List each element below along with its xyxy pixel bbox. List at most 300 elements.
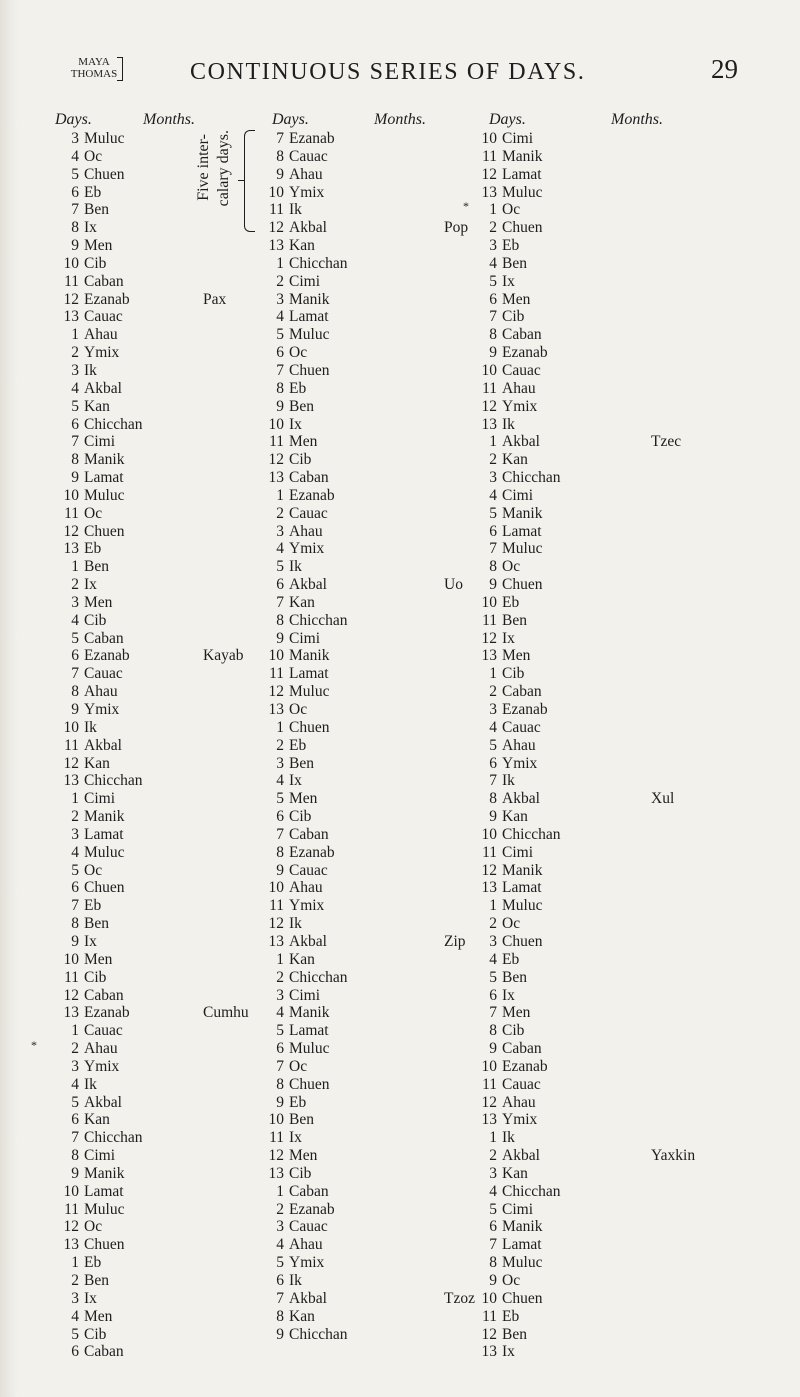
- day-number: 4: [489, 1182, 497, 1200]
- day-name: Ix: [502, 986, 515, 1004]
- day-number: 3: [71, 593, 79, 611]
- day-row: [475, 630, 705, 648]
- day-name: Ahau: [84, 1040, 118, 1058]
- day-row: [475, 790, 705, 808]
- day-number: 13: [481, 415, 497, 433]
- day-number: 6: [276, 1272, 284, 1289]
- day-row: [475, 255, 705, 273]
- day-name: Manik: [502, 1218, 543, 1236]
- day-name: Chuen: [84, 165, 125, 183]
- day-number: 3: [489, 1164, 497, 1182]
- day-name: Manik: [289, 1004, 330, 1022]
- day-name: Ahau: [289, 1236, 323, 1254]
- day-number: 11: [269, 201, 284, 219]
- day-row: [262, 362, 492, 380]
- day-name: Ymix: [502, 1111, 538, 1129]
- day-number: 8: [276, 147, 284, 165]
- day-name: Oc: [84, 861, 103, 879]
- day-number: 7: [71, 433, 79, 451]
- day-row: [262, 416, 492, 434]
- day-number: 1: [276, 1182, 284, 1200]
- day-name: Manik: [289, 647, 330, 665]
- day-row: [475, 219, 705, 237]
- day-row: [55, 701, 285, 719]
- month-label: Kayab: [203, 647, 244, 665]
- day-row: [475, 326, 705, 344]
- day-name: Muluc: [289, 326, 330, 344]
- day-number: 1: [489, 1129, 497, 1147]
- day-number: 7: [489, 308, 497, 326]
- day-number: 3: [276, 522, 284, 540]
- day-row: [55, 737, 285, 755]
- day-row: [55, 969, 285, 987]
- day-number: 7: [276, 361, 284, 379]
- day-row: [262, 665, 492, 683]
- day-number: 5: [489, 504, 497, 522]
- day-row: [475, 1165, 705, 1183]
- day-name: Oc: [84, 504, 103, 522]
- day-row: [475, 1111, 705, 1129]
- day-number: 1: [71, 326, 79, 344]
- day-name: Men: [84, 237, 113, 255]
- day-row: [262, 987, 492, 1005]
- day-row: [262, 1094, 492, 1112]
- day-row: [262, 1022, 492, 1040]
- day-number: 11: [482, 1307, 497, 1325]
- day-number: 12: [481, 1093, 497, 1111]
- day-name: Ymix: [84, 1057, 120, 1075]
- day-name: Cimi: [84, 433, 116, 451]
- day-row: [55, 1165, 285, 1183]
- day-row: [262, 1040, 492, 1058]
- day-number: 12: [63, 986, 79, 1004]
- day-name: Eb: [289, 736, 307, 754]
- day-row: [55, 255, 285, 273]
- day-number: 5: [489, 968, 497, 986]
- month-label: Uo: [444, 576, 463, 594]
- day-name: Cimi: [502, 843, 534, 861]
- day-name: Ymix: [502, 397, 538, 415]
- day-number: 10: [481, 825, 497, 843]
- day-row: [55, 576, 285, 594]
- day-row: [475, 1183, 705, 1201]
- day-row: [475, 1272, 705, 1290]
- day-number: 5: [276, 790, 284, 808]
- day-number: 2: [489, 1147, 497, 1165]
- day-name: Chicchan: [289, 254, 348, 272]
- day-row: [262, 326, 492, 344]
- day-number: 6: [489, 1218, 497, 1236]
- day-row: [262, 1236, 492, 1254]
- day-row: [475, 398, 705, 416]
- day-number: 3: [71, 361, 79, 379]
- day-row: [262, 255, 492, 273]
- day-row: [55, 1058, 285, 1076]
- day-row: [262, 897, 492, 915]
- day-name: Eb: [84, 1254, 102, 1272]
- day-name: Ix: [84, 1289, 97, 1307]
- day-name: Men: [289, 1147, 318, 1165]
- day-number: 2: [276, 968, 284, 986]
- day-name: Ik: [84, 718, 97, 736]
- day-row: [55, 719, 285, 737]
- day-name: Cauac: [84, 665, 123, 683]
- day-name: Chicchan: [289, 1325, 348, 1343]
- day-row: [475, 416, 705, 434]
- day-number: 8: [276, 611, 284, 629]
- day-number: 5: [71, 629, 79, 647]
- day-name: Ik: [289, 1272, 302, 1289]
- day-number: 10: [268, 647, 284, 665]
- day-name: Ix: [289, 415, 302, 433]
- day-number: 4: [489, 950, 497, 968]
- day-row: [262, 469, 492, 487]
- day-row: [262, 1218, 492, 1236]
- day-row: [55, 933, 285, 951]
- day-number: 4: [489, 718, 497, 736]
- month-label: Tzoz: [444, 1289, 475, 1307]
- day-number: 3: [71, 130, 79, 147]
- day-name: Cib: [289, 1164, 312, 1182]
- day-name: Ik: [289, 915, 302, 933]
- day-number: 1: [71, 558, 79, 576]
- day-number: 9: [71, 1164, 79, 1182]
- day-number: 8: [489, 326, 497, 344]
- day-number: 7: [489, 1004, 497, 1022]
- side-label-line2: THOMAS: [70, 68, 118, 80]
- day-name: Akbal: [289, 576, 327, 594]
- day-name: Kan: [84, 1111, 110, 1129]
- day-row: [475, 933, 705, 951]
- day-row: [475, 862, 705, 880]
- day-name: Ix: [289, 772, 302, 790]
- day-number: 11: [64, 504, 79, 522]
- day-number: 10: [63, 950, 79, 968]
- day-name: Cauac: [84, 1022, 123, 1040]
- day-name: Lamat: [502, 879, 542, 897]
- day-number: 11: [482, 147, 497, 165]
- day-name: Kan: [502, 808, 528, 826]
- page-edge-shadow: [0, 0, 18, 1397]
- day-number: 11: [64, 736, 79, 754]
- day-number: 10: [268, 183, 284, 201]
- day-name: Ymix: [289, 183, 325, 201]
- day-row: [262, 576, 492, 594]
- day-name: Chuen: [84, 879, 125, 897]
- day-name: Chicchan: [502, 1182, 561, 1200]
- day-row: [55, 398, 285, 416]
- day-number: 7: [276, 1289, 284, 1307]
- day-number: 10: [63, 718, 79, 736]
- day-name: Caban: [84, 1343, 124, 1361]
- day-number: 6: [71, 415, 79, 433]
- day-row: [55, 469, 285, 487]
- day-number: 8: [276, 379, 284, 397]
- day-name: Akbal: [289, 932, 327, 950]
- day-row: [262, 647, 492, 665]
- day-number: 4: [489, 486, 497, 504]
- day-number: 5: [71, 1325, 79, 1343]
- day-name: Ik: [502, 415, 515, 433]
- day-row: [55, 273, 285, 291]
- day-row: [262, 1129, 492, 1147]
- day-row: [55, 683, 285, 701]
- day-row: [55, 915, 285, 933]
- day-row: [475, 772, 705, 790]
- day-row: [463, 199, 705, 219]
- day-number: 7: [71, 1129, 79, 1147]
- day-row: [55, 1308, 285, 1326]
- day-row: [55, 844, 285, 862]
- day-number: 1: [276, 486, 284, 504]
- day-row: [55, 1147, 285, 1165]
- day-row: [262, 398, 492, 416]
- day-row: [55, 1272, 285, 1290]
- day-name: Ben: [84, 558, 109, 576]
- day-number: 3: [489, 701, 497, 718]
- day-number: 9: [489, 1272, 497, 1289]
- day-row: [475, 1290, 705, 1308]
- day-row: [262, 737, 492, 755]
- day-number: 1: [276, 254, 284, 272]
- day-row: [262, 237, 492, 255]
- day-number: 9: [71, 469, 79, 487]
- day-row: [475, 1254, 705, 1272]
- intercalary-brace-point: [238, 180, 245, 181]
- day-row: [55, 523, 285, 541]
- day-name: Chuen: [502, 576, 543, 594]
- day-row: [55, 1218, 285, 1236]
- day-number: 10: [481, 361, 497, 379]
- day-number: 9: [276, 165, 284, 183]
- day-number: 9: [276, 629, 284, 647]
- day-number: 1: [71, 1022, 79, 1040]
- column-header: [475, 110, 705, 130]
- day-row: [262, 826, 492, 844]
- day-name: Eb: [84, 540, 102, 558]
- day-number: 2: [276, 504, 284, 522]
- day-row: [475, 308, 705, 326]
- column-header: [262, 110, 492, 130]
- day-row: [55, 451, 285, 469]
- day-number: 9: [489, 576, 497, 594]
- day-row: [262, 487, 492, 505]
- day-rows: [262, 130, 492, 1343]
- day-name: Kan: [289, 1307, 315, 1325]
- day-row: [475, 897, 705, 915]
- day-column-3: [463, 110, 705, 1361]
- day-name: Lamat: [289, 665, 329, 683]
- day-row: [262, 879, 492, 897]
- day-row: [475, 1129, 705, 1147]
- day-name: Ezanab: [289, 130, 335, 147]
- day-row: [262, 969, 492, 987]
- day-name: Chuen: [502, 932, 543, 950]
- day-name: Ben: [289, 754, 314, 772]
- day-name: Oc: [84, 147, 103, 165]
- day-row: [475, 130, 705, 148]
- day-number: 13: [481, 183, 497, 201]
- day-number: 3: [276, 290, 284, 308]
- day-number: 9: [489, 808, 497, 826]
- day-number: 11: [64, 1200, 79, 1218]
- day-row: [262, 915, 492, 933]
- day-name: Chicchan: [502, 469, 561, 487]
- day-row: [55, 237, 285, 255]
- day-number: 5: [71, 397, 79, 415]
- day-name: Cimi: [289, 629, 321, 647]
- day-row: [262, 790, 492, 808]
- day-name: Ymix: [289, 1254, 325, 1272]
- day-number: 5: [71, 165, 79, 183]
- day-row: [262, 594, 492, 612]
- day-row: [475, 1058, 705, 1076]
- day-name: Cib: [84, 968, 107, 986]
- day-number: 11: [269, 665, 284, 683]
- day-row: [475, 576, 705, 594]
- day-name: Ik: [502, 1129, 515, 1147]
- day-row: [262, 1165, 492, 1183]
- day-name: Caban: [84, 272, 124, 290]
- day-name: Chuen: [502, 1289, 543, 1307]
- day-name: Eb: [502, 237, 520, 255]
- day-number: 5: [276, 558, 284, 576]
- day-name: Kan: [84, 754, 110, 772]
- day-row: [55, 1183, 285, 1201]
- day-number: 6: [489, 290, 497, 308]
- day-name: Caban: [502, 326, 542, 344]
- day-number: 12: [481, 1325, 497, 1343]
- day-row: [262, 1058, 492, 1076]
- day-name: Cimi: [502, 486, 534, 504]
- day-name: Muluc: [502, 540, 543, 558]
- day-number: 1: [489, 433, 497, 451]
- day-row: [475, 683, 705, 701]
- day-number: 1: [71, 790, 79, 808]
- day-row: [262, 540, 492, 558]
- day-number: 2: [276, 736, 284, 754]
- day-number: 6: [276, 344, 284, 362]
- day-number: 8: [489, 558, 497, 576]
- intercalary-brace: [244, 130, 255, 232]
- day-number: 10: [481, 130, 497, 147]
- day-name: Eb: [289, 1093, 307, 1111]
- day-name: Ahau: [84, 683, 118, 701]
- day-number: 13: [268, 1164, 284, 1182]
- day-name: Men: [502, 647, 531, 665]
- day-name: Ahau: [502, 736, 536, 754]
- day-name: Cib: [502, 665, 525, 683]
- day-number: 1: [489, 897, 497, 915]
- day-name: Lamat: [502, 1236, 542, 1254]
- day-row: [475, 1343, 705, 1361]
- day-name: Ezanab: [84, 290, 130, 308]
- day-number: 11: [64, 968, 79, 986]
- day-name: Men: [289, 433, 318, 451]
- day-number: 7: [276, 130, 284, 147]
- day-name: Lamat: [502, 522, 542, 540]
- day-name: Oc: [502, 915, 521, 933]
- day-name: Caban: [84, 629, 124, 647]
- day-name: Ezanab: [502, 1057, 548, 1075]
- day-number: 3: [489, 932, 497, 950]
- day-number: 12: [268, 1147, 284, 1165]
- day-name: Cauac: [289, 504, 328, 522]
- day-name: Kan: [289, 237, 315, 255]
- day-row: [55, 558, 285, 576]
- day-row: [475, 558, 705, 576]
- day-row: [55, 630, 285, 648]
- day-number: 6: [489, 522, 497, 540]
- day-name: Ymix: [84, 344, 120, 362]
- day-row: [262, 683, 492, 701]
- day-name: Akbal: [289, 1289, 327, 1307]
- day-number: 10: [63, 254, 79, 272]
- day-name: Akbal: [84, 1093, 122, 1111]
- day-name: Akbal: [289, 219, 327, 237]
- day-number: 9: [71, 701, 79, 718]
- day-name: Men: [289, 790, 318, 808]
- day-row: [475, 433, 705, 451]
- day-row: [475, 1040, 705, 1058]
- day-row: [475, 719, 705, 737]
- day-row: [262, 273, 492, 291]
- day-number: 4: [71, 611, 79, 629]
- day-row: [475, 612, 705, 630]
- day-row: [262, 166, 492, 184]
- day-row: [262, 148, 492, 166]
- day-number: 3: [276, 986, 284, 1004]
- side-label-line1: MAYA: [78, 56, 110, 68]
- day-row: [262, 1254, 492, 1272]
- day-number: 1: [489, 201, 497, 219]
- day-row: [55, 1129, 285, 1147]
- day-row: [55, 1236, 285, 1254]
- day-row: [55, 1201, 285, 1219]
- day-name: Ezanab: [502, 344, 548, 362]
- day-name: Ben: [502, 968, 527, 986]
- day-name: Lamat: [84, 825, 124, 843]
- day-number: 12: [268, 683, 284, 701]
- day-number: 5: [71, 861, 79, 879]
- day-number: 3: [71, 1057, 79, 1075]
- day-number: 1: [276, 950, 284, 968]
- day-row: [475, 1308, 705, 1326]
- day-row: [475, 826, 705, 844]
- day-name: Ymix: [289, 540, 325, 558]
- day-row: [262, 612, 492, 630]
- day-number: 2: [71, 576, 79, 594]
- day-row: [262, 558, 492, 576]
- day-number: 8: [489, 1022, 497, 1040]
- day-number: 1: [276, 718, 284, 736]
- day-row: [262, 844, 492, 862]
- day-number: 13: [268, 932, 284, 950]
- day-name: Ezanab: [502, 701, 548, 718]
- day-number: 5: [276, 1022, 284, 1040]
- day-name: Chicchan: [84, 1129, 143, 1147]
- day-row: [55, 1254, 285, 1272]
- day-name: Ezanab: [289, 1200, 335, 1218]
- day-row: [55, 755, 285, 773]
- months-header: Months.: [143, 111, 195, 128]
- day-name: Men: [84, 950, 113, 968]
- day-name: Cib: [84, 1325, 107, 1343]
- day-number: 2: [71, 808, 79, 826]
- month-label: Cumhu: [203, 1004, 249, 1022]
- day-name: Chicchan: [84, 415, 143, 433]
- day-number: 11: [482, 843, 497, 861]
